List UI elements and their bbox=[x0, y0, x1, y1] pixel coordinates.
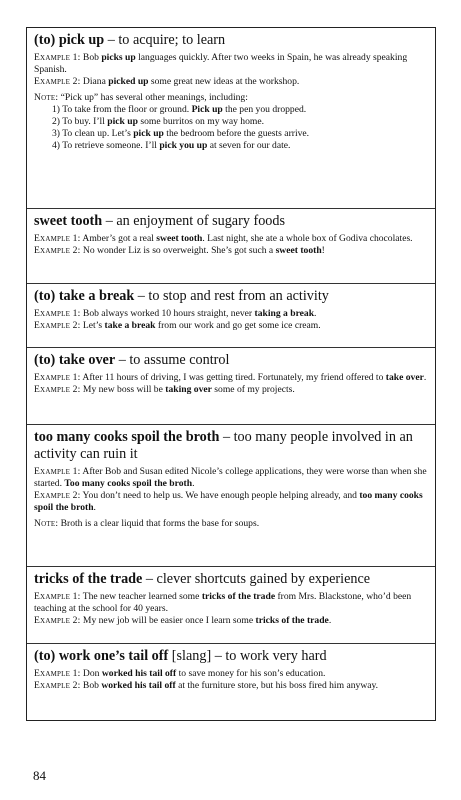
idiom-term: too many cooks spoil the broth bbox=[34, 429, 220, 445]
note-list bbox=[34, 104, 429, 152]
example-label: Example 1: bbox=[34, 466, 81, 477]
example: Example 1: Don worked his tail off to save money for his son’s education. bbox=[34, 668, 326, 679]
example: Example 2: My new job will be easier once I learn some tricks of the trade. bbox=[34, 615, 332, 626]
note-label: Note: bbox=[34, 92, 59, 103]
note: Note: Broth is a clear liquid that forms the base for soups. bbox=[34, 518, 260, 529]
example: Example 2: My new boss will be taking over some of my projects. bbox=[34, 384, 295, 395]
example-label: Example 2: bbox=[34, 680, 81, 691]
idiom-definition: – to assume control bbox=[115, 352, 230, 368]
example: Example 1: After Bob and Susan edited Nicole’s college applications, they were worse than when she started. Too many cooks spoil the broth. bbox=[34, 466, 427, 489]
note-label: Note: bbox=[34, 518, 59, 529]
note-item: 3) To clean up. Let’s pick up the bedroom before the guests arrive. bbox=[52, 128, 310, 139]
idiom-term: (to) take over bbox=[34, 352, 116, 368]
idiom-entry-sweet-tooth bbox=[27, 208, 435, 283]
example: Example 1: Bob picks up languages quickly. After two weeks in Spain, he was already speaking Spanish. bbox=[34, 52, 408, 75]
idiom-definition: – to acquire; to learn bbox=[104, 32, 226, 48]
idiom-definition: – too many people involved in an activity can ruin it bbox=[34, 429, 413, 462]
idiom-definition: – to stop and rest from an activity bbox=[134, 288, 329, 304]
example-label: Example 1: bbox=[34, 591, 81, 602]
example-label: Example 2: bbox=[34, 615, 81, 626]
idiom-definition: [slang] – to work very hard bbox=[168, 648, 327, 664]
example-label: Example 2: bbox=[34, 490, 81, 501]
idiom-definition: – clever shortcuts gained by experience bbox=[142, 571, 371, 587]
idiom-term: (to) take a break bbox=[34, 288, 135, 304]
example-label: Example 1: bbox=[34, 668, 81, 679]
example: Example 1: After 11 hours of driving, I was getting tired. Fortunately, my friend offered to take over. bbox=[34, 372, 427, 383]
note-item: 1) To take from the floor or ground. Pick up the pen you dropped. bbox=[52, 104, 307, 115]
example-label: Example 2: bbox=[34, 320, 81, 331]
example: Example 1: Amber’s got a real sweet tooth. Last night, she ate a whole box of Godiva chocolates. bbox=[34, 233, 413, 244]
example-label: Example 2: bbox=[34, 76, 81, 87]
idiom-entries bbox=[26, 27, 436, 721]
example: Example 2: Diana picked up some great new ideas at the workshop. bbox=[34, 76, 300, 87]
idiom-entry-too-many-cooks bbox=[27, 424, 435, 566]
idiom-entry-take-a-break bbox=[27, 283, 435, 347]
note: Note: “Pick up” has several other meanings, including: bbox=[34, 92, 248, 103]
example: Example 2: No wonder Liz is so overweight. She’s got such a sweet tooth! bbox=[34, 245, 325, 256]
idiom-term: tricks of the trade bbox=[34, 571, 143, 587]
example-label: Example 2: bbox=[34, 245, 81, 256]
idiom-term: sweet tooth bbox=[34, 213, 103, 229]
example: Example 2: Let’s take a break from our work and go get some ice cream. bbox=[34, 320, 321, 331]
idiom-entry-work-ones-tail-off bbox=[27, 643, 435, 720]
idiom-term: (to) work one’s tail off bbox=[34, 648, 169, 664]
example: Example 2: Bob worked his tail off at the furniture store, but his boss fired him anyway. bbox=[34, 680, 379, 691]
example-label: Example 1: bbox=[34, 308, 81, 319]
page-number: 84 bbox=[33, 768, 46, 783]
example-label: Example 2: bbox=[34, 384, 81, 395]
example: Example 2: You don’t need to help us. We have enough people helping already, and too many cooks spoil the broth. bbox=[34, 490, 423, 513]
note-item: 2) To buy. I’ll pick up some burritos on my way home. bbox=[52, 116, 265, 127]
idiom-term: (to) pick up bbox=[34, 32, 105, 48]
example: Example 1: Bob always worked 10 hours straight, never taking a break. bbox=[34, 308, 317, 319]
example-label: Example 1: bbox=[34, 233, 81, 244]
idiom-entry-tricks-of-the-trade bbox=[27, 566, 435, 643]
example-label: Example 1: bbox=[34, 52, 81, 63]
idiom-entry-pick-up bbox=[27, 28, 435, 208]
idiom-definition: – an enjoyment of sugary foods bbox=[102, 213, 285, 229]
note-item: 4) To retrieve someone. I’ll pick you up at seven for our date. bbox=[52, 140, 291, 151]
idiom-entry-take-over bbox=[27, 347, 435, 424]
example: Example 1: The new teacher learned some tricks of the trade from Mrs. Blackstone, who’d been teaching at the school for 40 years. bbox=[34, 591, 412, 614]
example-label: Example 1: bbox=[34, 372, 81, 383]
